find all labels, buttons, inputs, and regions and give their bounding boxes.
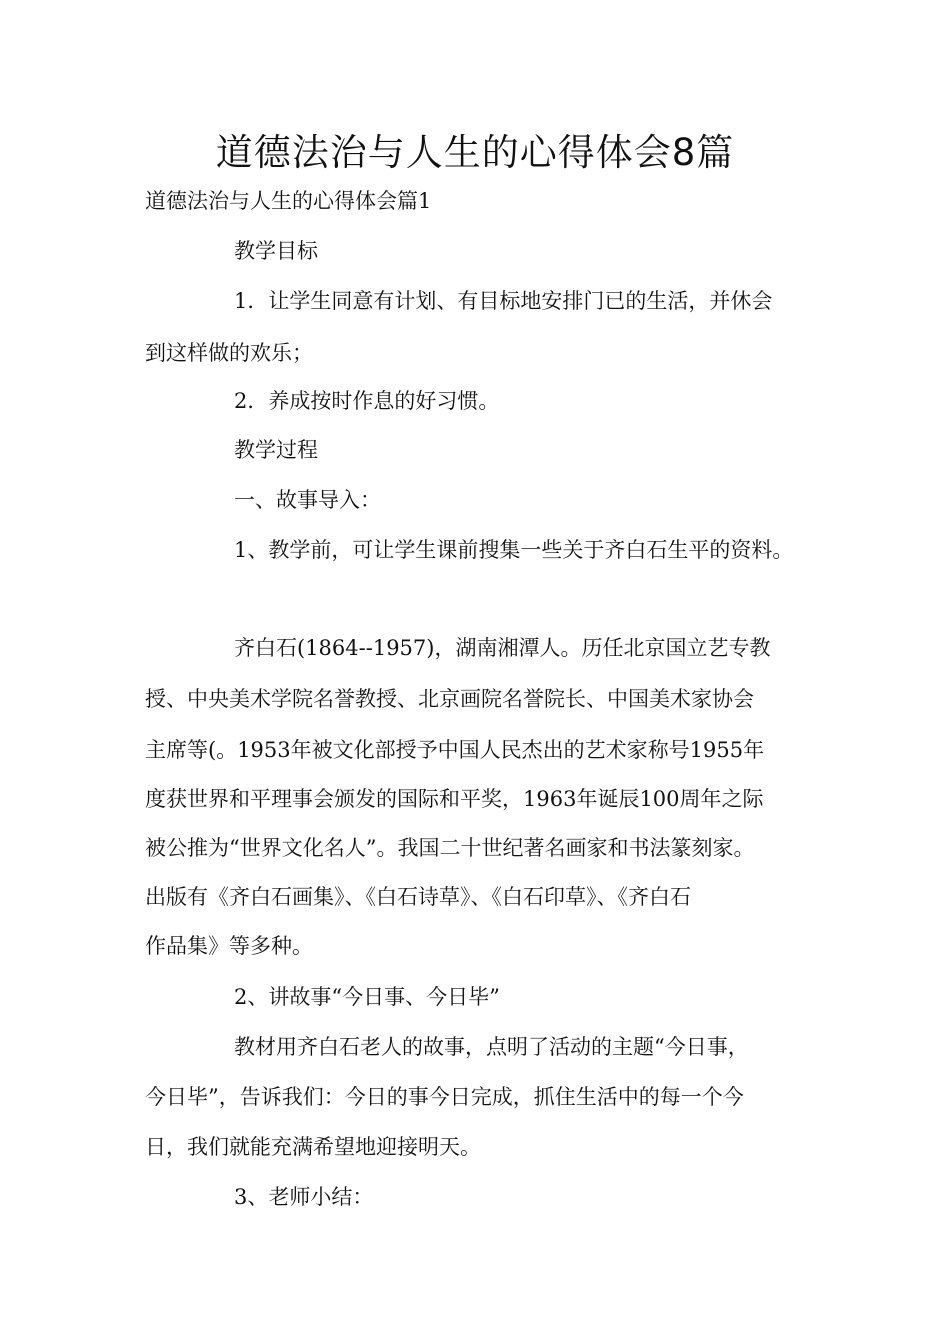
paragraph-line: 授、中央美术学院名誉教授、北京画院名誉院长、中国美术家协会 [145,687,754,711]
paragraph-line: 2、讲故事“今日事、今日毕” [234,985,500,1009]
paragraph-line: 齐白石(1864--1957)，湖南湘潭人。历任北京国立艺专教 [234,636,771,660]
paragraph-line: 度获世界和平理事会颁发的国际和平奖，1963年诞辰100周年之际 [145,787,764,811]
paragraph-line: 日，我们就能充满希望地迎接明天。 [145,1135,481,1159]
paragraph-line: 主席等(。1953年被文化部授予中国人民杰出的艺术家称号1955年 [145,738,765,762]
paragraph-line: 教材用齐白石老人的故事，点明了活动的主题“今日事， [234,1035,749,1059]
paragraph-line: 教学目标 [234,239,318,263]
paragraph-line: 2．养成按时作息的好习惯。 [234,389,500,413]
paragraph-line: 作品集》等多种。 [145,934,313,958]
paragraph-line: 一、故事导入： [234,488,381,512]
paragraph-line: 到这样做的欢乐； [145,341,313,365]
paragraph-line: 今日毕”，告诉我们：今日的事今日完成，抓住生活中的每一个今 [145,1085,744,1109]
paragraph-line: 3、老师小结： [234,1185,374,1209]
paragraph-line: 被公推为“世界文化名人”。我国二十世纪著名画家和书法篆刻家。 [145,836,755,860]
paragraph-line: 教学过程 [234,438,318,462]
paragraph-line: 1．让学生同意有计划、有目标地安排门已的生活，并休会 [234,289,773,313]
paragraph-line: 1、教学前，可让学生课前搜集一些关于齐白石生平的资料。 [234,538,794,562]
document-title: 道德法治与人生的心得体会8篇 [215,131,735,174]
paragraph-line: 出版有《齐白石画集》、《白石诗草》、《白石印草》、《齐白石 [145,885,691,909]
section-heading: 道德法治与人生的心得体会篇1 [145,189,432,213]
